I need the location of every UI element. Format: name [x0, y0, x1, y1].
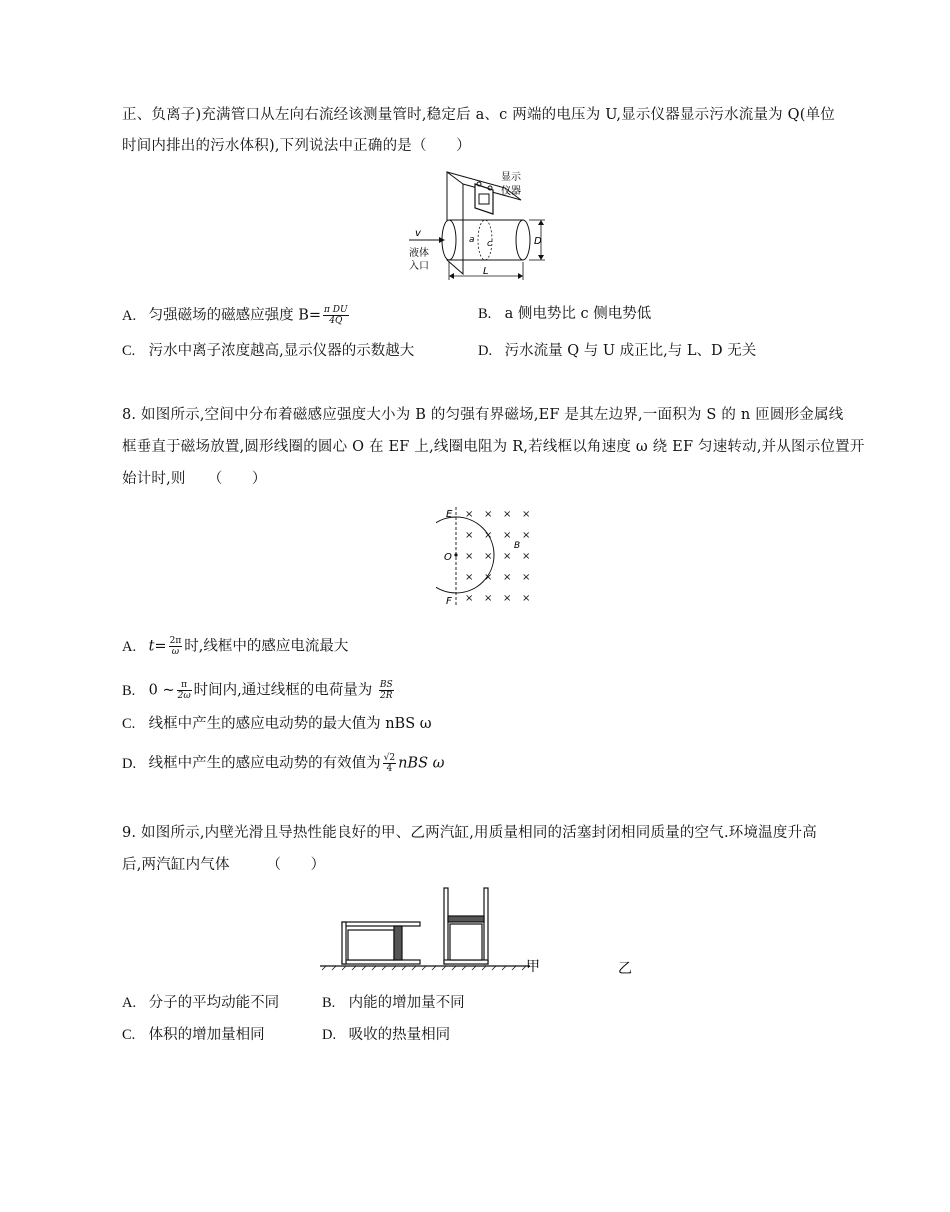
- q7-flowmeter-figure: [395, 170, 555, 282]
- q8-option-c: [122, 715, 432, 733]
- q9-cylinder-yi: [444, 888, 488, 964]
- svg-text:×: ×: [484, 593, 493, 604]
- q8-option-b-fraction-2: $\frac{BS}{2R}$: [379, 680, 393, 701]
- q9-option-c-letter: C.: [122, 1027, 136, 1043]
- q9-stem-line-2: 后,两汽缸内气体 （ ）: [122, 857, 326, 873]
- q7-option-c-text: 污水中离子浓度越高,显示仪器的示数越大: [148, 343, 415, 359]
- q9-yi-label: 乙: [618, 961, 632, 977]
- q9-option-a-text: 分子的平均动能不同: [148, 995, 280, 1011]
- q8-stem-line-2: 框垂直于磁场放置,圆形线圈的圆心 O 在 EF 上,线圈电阻为 R,若线框以角速度 ω 绕 EF 匀速转动,并从图示位置开: [122, 439, 865, 455]
- q8-coil-figure: [436, 503, 546, 613]
- q7-display-label-1: 显示: [501, 172, 521, 183]
- svg-text:×: ×: [484, 572, 493, 583]
- q8-option-b-letter: B.: [122, 682, 136, 699]
- svg-text:×: ×: [522, 509, 531, 520]
- svg-text:×: ×: [484, 509, 493, 520]
- q7-option-c-letter: C.: [122, 343, 136, 359]
- q8-option-a-letter: A.: [122, 638, 137, 655]
- q7-option-a-text: 匀强磁场的磁感应强度 B=: [148, 307, 322, 324]
- q7-D-label: D: [534, 236, 542, 247]
- q9-option-c: [122, 1026, 265, 1044]
- q7-a-label: a: [469, 235, 475, 245]
- q9-cylinder-jia: [342, 922, 420, 964]
- svg-text:×: ×: [465, 593, 474, 604]
- q8-option-d-letter: D.: [122, 755, 137, 772]
- q9-option-a: [122, 994, 279, 1012]
- q9-option-b-text: 内能的增加量不同: [348, 995, 465, 1011]
- q7-option-b-text: a 侧电势比 c 侧电势低: [504, 306, 652, 322]
- q9-piston-yi: [448, 916, 484, 922]
- svg-text:×: ×: [503, 551, 512, 562]
- q7-display-instrument: [475, 184, 493, 214]
- q8-field-crosses: [465, 509, 530, 604]
- q8-F-label: F: [446, 596, 452, 607]
- q7-option-a-letter: A.: [122, 307, 137, 324]
- svg-text:×: ×: [503, 530, 512, 541]
- q9-option-d-text: 吸收的热量相同: [348, 1027, 451, 1043]
- q7-option-d-letter: D.: [478, 343, 493, 359]
- q9-option-d: [322, 1026, 450, 1044]
- q8-stem-line-1: 8. 如图所示,空间中分布着磁感应强度大小为 B 的匀强有界磁场,EF 是其左边界,一面积为 S 的 n 匝圆形金属线: [122, 407, 844, 423]
- q8-E-label: E: [446, 509, 453, 520]
- q7-option-c: [122, 342, 414, 360]
- q9-piston-jia: [394, 926, 402, 960]
- svg-text:×: ×: [503, 509, 512, 520]
- q7-option-a-fraction: $\frac{\text{π DU}}{4Q}$: [324, 305, 348, 326]
- svg-text:×: ×: [465, 572, 474, 583]
- q8-option-d-text: 线框中产生的感应电动势的有效值为: [148, 755, 381, 772]
- q7-stem-line-1: 正、负离子)充满管口从左向右流经该测量管时,稳定后 a、c 两端的电压为 U,显示仪器显示污水流量为 Q(单位: [122, 107, 836, 123]
- q7-c-label: c: [487, 239, 492, 249]
- q8-B-label: B: [514, 541, 521, 551]
- q8-stem-line-3: 始计时,则 （ ）: [122, 471, 267, 487]
- svg-text:×: ×: [465, 530, 474, 541]
- q9-option-b-letter: B.: [322, 995, 336, 1011]
- q9-option-d-letter: D.: [322, 1027, 337, 1043]
- q9-jia-label: 甲: [526, 959, 540, 975]
- svg-text:×: ×: [522, 530, 531, 541]
- q8-option-b-fraction: $\frac{\pi}{2\omega}$: [177, 680, 191, 701]
- q7-inlet-label-2: 入口: [409, 261, 429, 272]
- q8-option-d-fraction: $\frac{√2}{4}$: [383, 753, 396, 774]
- q7-option-a: [122, 305, 351, 326]
- svg-text:×: ×: [484, 530, 493, 541]
- q7-v-label: v: [415, 228, 421, 239]
- svg-text:×: ×: [522, 551, 531, 562]
- svg-text:×: ×: [522, 593, 531, 604]
- q8-option-a-text: 时,线框中的感应电流最大: [184, 638, 349, 655]
- q8-option-d: D. 线框中产生的感应电动势的有效值为 $\frac{√2}{4}$ nBS ω: [122, 753, 445, 774]
- q7-option-d-text: 污水流量 Q 与 U 成正比,与 L、D 无关: [504, 343, 757, 359]
- q9-cylinders-figure: [320, 886, 650, 978]
- q7-option-b-letter: B.: [478, 306, 492, 322]
- q7-inlet-label-1: 液体: [409, 248, 429, 259]
- q8-option-c-letter: C.: [122, 716, 136, 732]
- q7-L-label: L: [483, 266, 489, 277]
- q7-option-b: [478, 305, 651, 323]
- q9-stem-line-1: 9. 如图所示,内壁光滑且导热性能良好的甲、乙两汽缸,用质量相同的活塞封闭相同质量的空气.环境温度升高: [122, 825, 817, 841]
- q9-option-c-text: 体积的增加量相同: [148, 1027, 265, 1043]
- q8-option-b-text: 时间内,通过线框的电荷量为: [193, 682, 373, 699]
- svg-text:×: ×: [465, 551, 474, 562]
- q7-display-label-2: 仪器: [501, 186, 521, 197]
- q9-option-b: [322, 994, 465, 1012]
- q7-stem-line-2: 时间内排出的污水体积),下列说法中正确的是（ ）: [122, 138, 471, 154]
- q8-option-a: A. t= $\frac{2\pi}{\omega}$ 时,线框中的感应电流最大: [122, 636, 349, 657]
- q8-option-a-fraction: $\frac{2\pi}{\omega}$: [169, 636, 182, 657]
- q8-O-label: O: [444, 552, 452, 563]
- svg-text:×: ×: [484, 551, 493, 562]
- svg-text:×: ×: [522, 572, 531, 583]
- svg-text:×: ×: [503, 593, 512, 604]
- q9-option-a-letter: A.: [122, 995, 137, 1011]
- svg-text:×: ×: [465, 509, 474, 520]
- q7-option-d: [478, 342, 756, 360]
- q8-option-c-text: 线框中产生的感应电动势的最大值为 nBS ω: [148, 716, 432, 732]
- q8-option-b: B. 0 ~ $\frac{\pi}{2\omega}$ 时间内,通过线框的电荷量为 $\frac{BS}{2R}$: [122, 680, 393, 701]
- svg-text:×: ×: [503, 572, 512, 583]
